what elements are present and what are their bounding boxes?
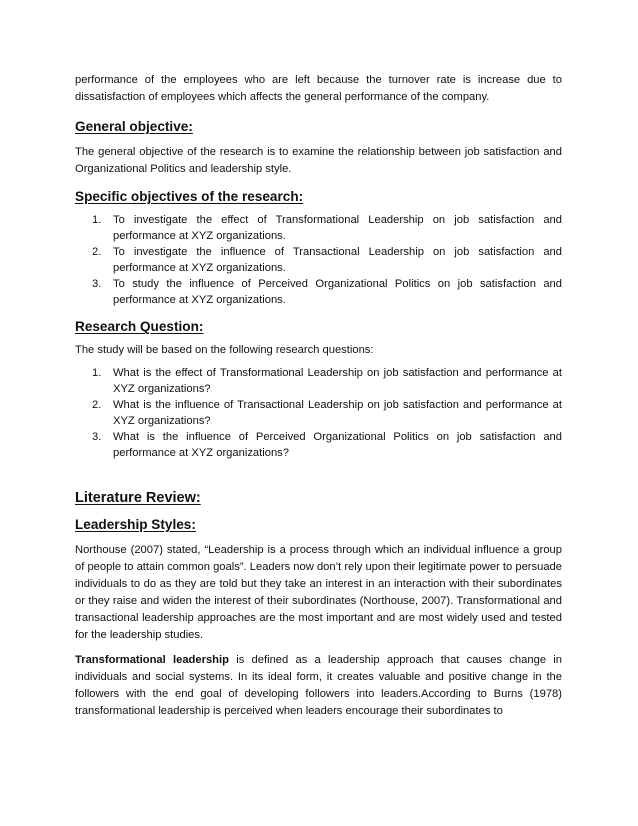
research-question-heading: Research Question: [75,319,204,334]
intro-paragraph: performance of the employees who are left because the turnover rate is increase due to dissatisfaction of employees which affects the general performance of the company. [75,74,562,103]
list-item [75,212,562,244]
list-number: 2. [92,246,102,258]
literature-review-heading: Literature Review: [75,490,201,506]
list-item-text: To investigate the effect of Transformational Leadership on job satisfaction and performance at XYZ organizations. [113,214,562,242]
transformational-paragraph [75,652,562,720]
paragraph-text: is defined as a leadership approach that causes change in individuals and social systems. In its ideal form, it creates valuable and positive change in the followers with the end goal of developing followers into leaders.According to Burns (1978) transformational leadership is perceived when leaders encourage their subordinates to [75,654,562,717]
list-item-text: What is the effect of Transformational Leadership on job satisfaction and performance at XYZ organizations? [113,367,562,395]
list-item [75,276,562,308]
list-item-text: What is the influence of Perceived Organizational Politics on job satisfaction and performance at XYZ organizations? [113,431,562,459]
list-item [75,365,562,397]
specific-objectives-heading: Specific objectives of the research: [75,189,304,204]
list-item-text: What is the influence of Transactional Leadership on job satisfaction and performance at XYZ organizations? [113,399,562,427]
general-objective-heading: General objective: [75,119,193,134]
specific-objectives-list [75,212,562,308]
research-questions-list [75,365,562,461]
list-item-text: To study the influence of Perceived Organizational Politics on job satisfaction and performance at XYZ organizations. [113,278,562,306]
list-number: 1. [92,214,102,226]
research-question-intro: The study will be based on the following research questions: [75,344,374,356]
list-number: 3. [92,431,102,443]
list-item [75,397,562,429]
list-item [75,429,562,461]
leadership-paragraph: Northouse (2007) stated, “Leadership is a process through which an individual influence a group of people to attain common goals”. Leaders now don’t rely upon their legitimate power to persuade individuals to do as they are told but they take an interest in an interaction with their subordinates or they raise and widen the interest of their subordinates (Northouse, 2007). Transformational and transactional leadership approaches are the most important and are most widely used and tested for the leadership studies. [75,544,562,641]
list-number: 2. [92,399,102,411]
list-number: 1. [92,367,102,379]
leadership-styles-heading: Leadership Styles: [75,517,196,532]
list-item [75,244,562,276]
bold-term: Transformational leadership [75,654,229,666]
list-number: 3. [92,278,102,290]
list-item-text: To investigate the influence of Transactional Leadership on job satisfaction and performance at XYZ organizations. [113,246,562,274]
general-objective-text: The general objective of the research is to examine the relationship between job satisfaction and Organizational Politics and leadership style. [75,146,562,175]
